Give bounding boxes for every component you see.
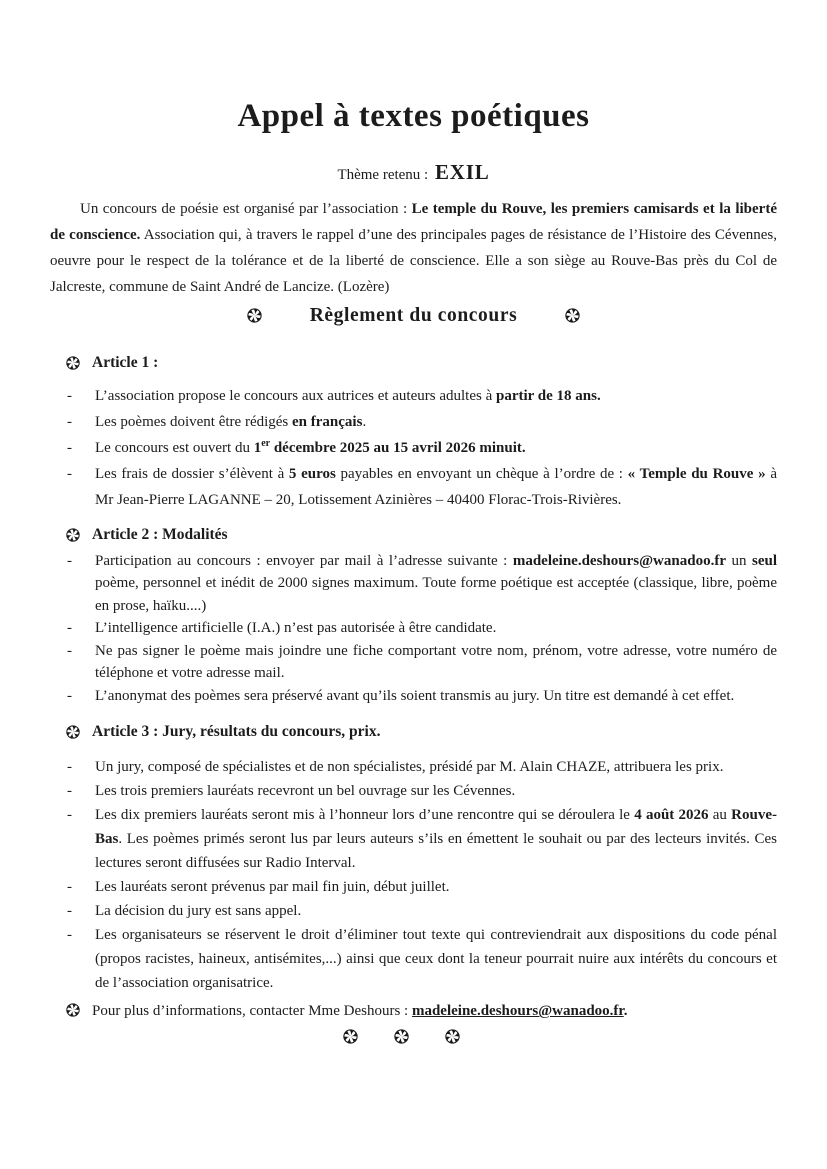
list-item — [50, 617, 777, 640]
bottom-ornament-row — [38, 1029, 765, 1044]
dash-bullet: - — [67, 465, 72, 482]
dash-bullet: - — [67, 927, 72, 944]
list-item-text: La décision du jury est sans appel. — [95, 903, 302, 920]
list-item-text: Participation au concours : envoyer par mail à l’adresse suivante : madeleine.deshours@wanadoo.fr un seul poème, personnel et inédit de 2000 signes maximum. Toute forme poétique est acceptée (classique, libre, poème en prose, haïku....) — [95, 552, 777, 614]
article-2-heading — [50, 524, 777, 546]
dash-bullet: - — [67, 759, 72, 776]
swirl-icon — [565, 308, 580, 323]
dash-bullet: - — [67, 807, 72, 824]
reglement-heading: Règlement du concours — [309, 304, 518, 326]
article-3-title: Article 3 : Jury, résultats du concours, prix. — [92, 723, 381, 741]
list-item — [50, 899, 777, 923]
article-2-title: Article 2 : Modalités — [92, 525, 228, 543]
contact-email-link[interactable]: madeleine.deshours@wanadoo.fr — [411, 1003, 624, 1020]
dash-bullet: - — [67, 642, 72, 659]
article-3-heading — [50, 721, 777, 743]
contact-prefix: Pour plus d’informations, contacter Mme Deshours : — [92, 1003, 412, 1020]
dash-bullet: - — [67, 413, 72, 430]
list-item-text: Les trois premiers lauréats recevront un bel ouvrage sur les Cévennes. — [95, 783, 516, 800]
list-item-text: L’association propose le concours aux autrices et auteurs adultes à partir de 18 ans. — [95, 387, 601, 404]
theme-value: EXIL — [434, 159, 490, 184]
dash-bullet: - — [67, 387, 72, 404]
swirl-icon — [66, 725, 80, 739]
swirl-icon — [445, 1029, 460, 1044]
list-item-text: Les dix premiers lauréats seront mis à l’honneur lors d’une rencontre qui se déroulera le 4 août 2026 au Rouve-Bas. Les poèmes primés seront lus par leurs auteurs s’ils en émettent le souhait ou par des lecteurs invités. Ces lectures seront diffusées sur Radio Interval. — [95, 807, 777, 872]
article-1-list — [50, 383, 777, 513]
dash-bullet: - — [67, 552, 72, 569]
list-item-text: L’anonymat des poèmes sera préservé avant qu’ils soient transmis au jury. Un titre est demandé à cet effet. — [95, 687, 735, 704]
list-item — [50, 461, 777, 513]
list-item-text: Les frais de dossier s’élèvent à 5 euros payables en envoyant un chèque à l’ordre de : « Temple du Rouve » à Mr Jean-Pierre LAGANNE – 20, Lotissement Azinières – 40400 Florac-Trois-Rivières. — [95, 465, 777, 508]
dash-bullet: - — [67, 620, 72, 637]
swirl-icon — [394, 1029, 409, 1044]
list-item — [50, 779, 777, 803]
page-title: Appel à textes poétiques — [237, 98, 590, 134]
list-item-text: Ne pas signer le poème mais joindre une fiche comportant votre nom, prénom, votre adresse, votre numéro de téléphone et votre adresse mail. — [95, 642, 777, 682]
article-1-title: Article 1 : — [92, 353, 159, 371]
article-1-heading — [50, 352, 777, 374]
dash-bullet: - — [67, 783, 72, 800]
list-item-text: Les lauréats seront prévenus par mail fin juin, début juillet. — [95, 879, 450, 896]
list-item — [50, 435, 777, 461]
list-item — [50, 803, 777, 875]
list-item-text: L’intelligence artificielle (I.A.) n’est pas autorisée à être candidate. — [95, 620, 497, 637]
dash-bullet: - — [67, 879, 72, 896]
list-item-text: Les organisateurs se réservent le droit d’éliminer tout texte qui contreviendrait aux dispositions du code pénal (propos racistes, haineux, antisémites,...) ainsi que ceux dont la teneur pourrait nuire aux intérêts du concours et de l’association organisatrice. — [95, 927, 777, 992]
list-item-text: Un jury, composé de spécialistes et de non spécialistes, présidé par M. Alain CHAZE, attribuera les prix. — [95, 759, 724, 776]
theme-line — [50, 159, 777, 188]
swirl-icon — [66, 1003, 80, 1017]
list-item — [50, 923, 777, 995]
dash-bullet: - — [67, 439, 72, 456]
list-item — [50, 755, 777, 779]
list-item-text: Les poèmes doivent être rédigés en français. — [95, 413, 367, 430]
article-3-list — [50, 755, 777, 995]
contact-text — [92, 999, 627, 1023]
theme-label: Thème retenu : — [337, 166, 429, 183]
article-2-list — [50, 550, 777, 708]
swirl-icon — [247, 308, 262, 323]
swirl-icon — [66, 356, 80, 370]
list-item-text: Le concours est ouvert du 1er décembre 2025 au 15 avril 2026 minuit. — [95, 437, 526, 456]
list-item — [50, 685, 777, 708]
list-item — [50, 383, 777, 409]
list-item — [50, 409, 777, 435]
list-item — [50, 875, 777, 899]
document-page — [0, 97, 827, 1044]
contact-suffix: . — [623, 1003, 628, 1020]
list-item — [50, 640, 777, 685]
intro-paragraph: Un concours de poésie est organisé par l’association : Le temple du Rouve, les premiers camisards et la liberté de conscience. Association qui, à travers le rappel d’une des principales pages de résistance de l’Histoire des Cévennes, oeuvre pour le respect de la tolérance et de la liberté de conscience. Elle a son siège au Rouve-Bas près du Col de Jalcreste, commune de Saint André de Lancize. (Lozère) — [50, 200, 777, 295]
contact-line — [50, 999, 777, 1023]
dash-bullet: - — [67, 687, 72, 704]
reglement-heading-row — [50, 302, 777, 330]
swirl-icon — [66, 528, 80, 542]
swirl-icon — [343, 1029, 358, 1044]
list-item — [50, 550, 777, 618]
dash-bullet: - — [67, 903, 72, 920]
